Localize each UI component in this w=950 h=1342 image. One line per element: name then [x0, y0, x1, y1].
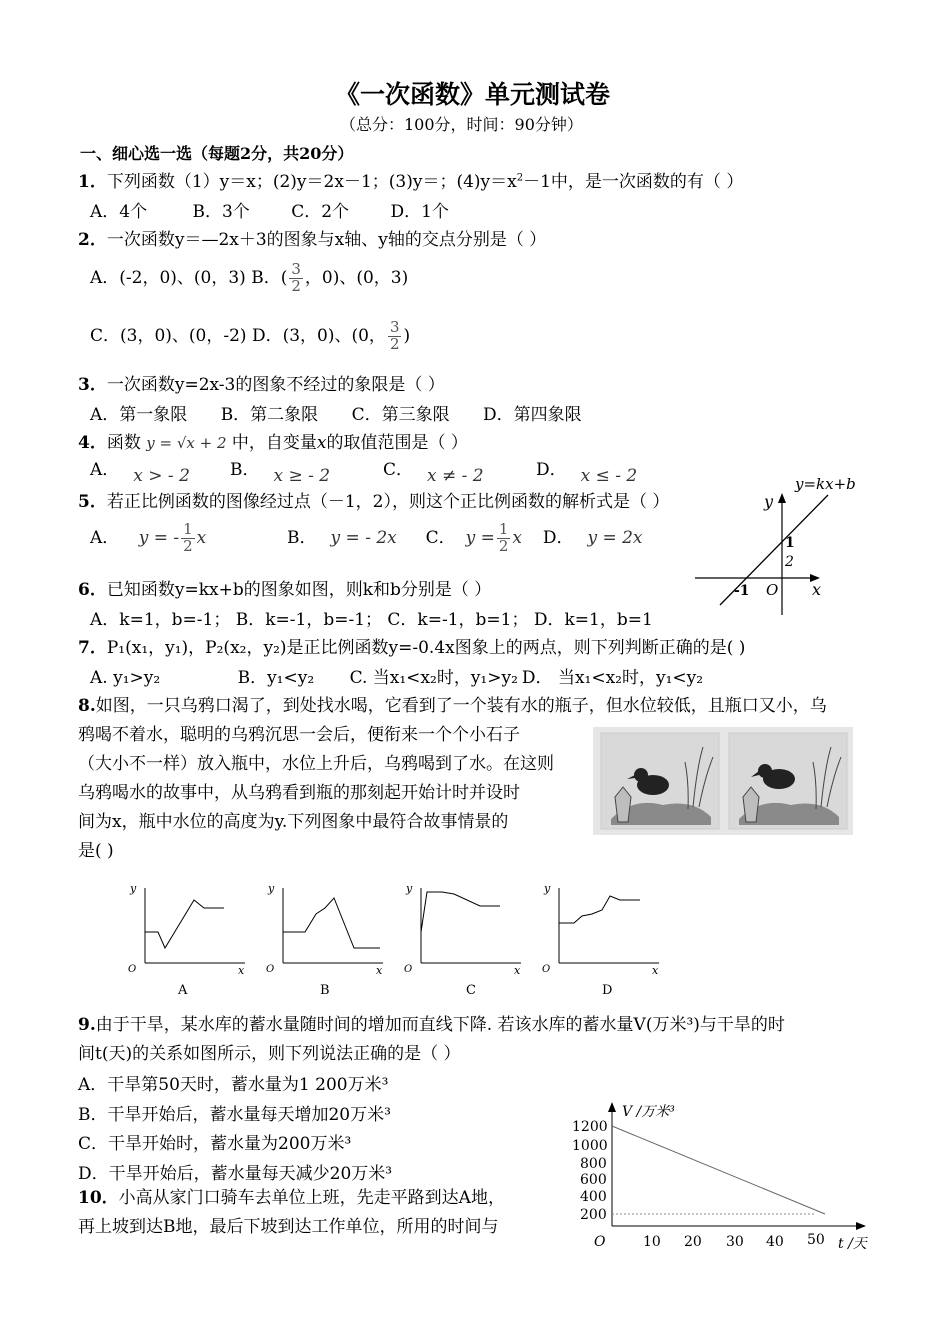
- svg-text:O: O: [594, 1234, 606, 1250]
- svg-text:1000: 1000: [572, 1138, 608, 1154]
- question-9-line2: 间t(天)的关系如图所示，则下列说法正确的是（ ）: [78, 1044, 461, 1064]
- question-4-option-c: C． x ≠ - 2: [383, 460, 484, 486]
- graph-b: [266, 882, 383, 998]
- graph-v-label: V /万米³: [622, 1104, 675, 1120]
- svg-text:O: O: [766, 581, 779, 599]
- svg-text:600: 600: [580, 1172, 607, 1188]
- question-4-option-a: A． x > - 2: [90, 460, 190, 486]
- reservoir-graph: [560, 1098, 890, 1258]
- question-4: 4．函数 y = √x + 2 中，自变量x的取值范围是（ ）: [78, 433, 468, 453]
- svg-text:40: 40: [766, 1234, 784, 1250]
- question-2: 2．一次函数y＝—2x＋3的图象与x轴、y轴的交点分别是（ ）: [78, 230, 547, 250]
- question-4-option-b: B． x ≥ - 2: [230, 460, 331, 486]
- question-10-line2: 再上坡到达B地，最后下坡到达工作单位，所用的时间与: [78, 1217, 499, 1237]
- question-5: 5．若正比例函数的图像经过点（－1，2），则这个正比例函数的解析式是（ ）: [78, 492, 670, 512]
- question-2-options-cd: C．(3，0)、(0，-2) D．(3，0)、(0， $\frac{3}{2}$ ): [90, 318, 411, 353]
- svg-text:B: B: [320, 983, 330, 998]
- question-6-options: A．k=1，b=-1； B．k=-1，b=-1； C．k=-1，b=1； D．k=1，b=1: [90, 610, 653, 630]
- graph-function-label: y=kx+b: [795, 475, 856, 493]
- graph-d: [542, 882, 659, 998]
- function-formula: y = √x + 2: [146, 434, 227, 452]
- question-9: 9.由于干旱，某水库的蓄水量随时间的增加而直线下降. 若该水库的蓄水量V(万米³)与干旱的时: [78, 1015, 785, 1035]
- svg-text:400: 400: [580, 1189, 607, 1205]
- page-title: 《一次函数》单元测试卷: [335, 80, 611, 109]
- svg-text:30: 30: [726, 1234, 744, 1250]
- svg-text:O: O: [128, 964, 137, 975]
- graph-c: [404, 882, 521, 998]
- question-2-options-ab: A．(-2，0)、(0，3) B．( $\frac{3}{2}$ ，0)、(0，3): [90, 260, 409, 295]
- svg-text:-1: -1: [734, 583, 750, 599]
- svg-text:x: x: [376, 964, 383, 977]
- question-6: 6．已知函数y=kx+b的图象如图，则k和b分别是（ ）: [78, 580, 492, 600]
- question-8: 8.如图，一只乌鸦口渴了，到处找水喝，它看到了一个装有水的瓶子，但水位较低，且瓶口又小，乌: [78, 696, 827, 716]
- svg-text:t /天: t /天: [838, 1236, 867, 1252]
- svg-text:x: x: [238, 964, 245, 977]
- question-8-text: 鸦喝不着水，聪明的乌鸦沉思一会后，便衔来一个个小石子 （大小不一样）放入瓶中，水位上升后，乌鸦喝到了水。在这则 乌鸦喝水的故事中，从乌鸦看到瓶的那刻起开始计时并设时 间为x，瓶中水位的高度为y.下列图象中最符合故事情景的 是( ): [78, 725, 554, 861]
- question-9-options: A．干旱第50天时，蓄水量为1 200万米³ B．干旱开始后，蓄水量每天增加20万米³ C．干旱开始时，蓄水量为200万米³ D．干旱开始后，蓄水量每天减少20万米³: [78, 1075, 393, 1184]
- graph-a: [128, 882, 245, 998]
- svg-text:O: O: [404, 964, 413, 975]
- svg-text:20: 20: [684, 1234, 702, 1250]
- svg-text:50: 50: [807, 1232, 825, 1248]
- question-1-options: A．4个 B．3个 C．2个 D．1个: [90, 202, 449, 222]
- svg-text:200: 200: [580, 1207, 607, 1223]
- page-subtitle: （总分：100分，时间：90分钟）: [340, 115, 583, 134]
- question-7: 7．P₁(x₁，y₁)，P₂(x₂，y₂)是正比例函数y=-0.4x图象上的两点，则下列判断正确的是( ): [78, 638, 746, 658]
- crow-picture-right: [729, 733, 847, 829]
- question-10: 10．小高从家门口骑车去单位上班，先走平路到达A地，: [78, 1188, 505, 1208]
- question-5-options: A． y = - $\frac{1}{2}$ x B． y = - 2x C． y = $\frac{1}{2}$ x D． y = 2x: [90, 520, 643, 555]
- svg-text:y: y: [130, 882, 137, 895]
- question-1: 1．下列函数（1）y＝x；(2)y＝2x－1；(3)y＝；$(4)y=x^2-1$中，是一次函数的有（ ）: [78, 172, 744, 192]
- svg-text:y: y: [406, 882, 413, 895]
- svg-text:O: O: [266, 964, 275, 975]
- svg-text:y: y: [268, 882, 275, 895]
- svg-text:C: C: [466, 983, 476, 998]
- svg-text:O: O: [542, 964, 551, 975]
- story-graphs: [120, 878, 680, 1003]
- question-3-options: A．第一象限 B．第二象限 C．第三象限 D．第四象限: [90, 405, 582, 425]
- svg-text:A: A: [178, 983, 188, 998]
- linear-function-graph: [690, 465, 870, 615]
- svg-text:1: 1: [785, 535, 795, 551]
- svg-text:2: 2: [785, 554, 794, 570]
- question-4-option-d: D． x ≤ - 2: [536, 460, 638, 486]
- graph-y-label: y: [764, 492, 774, 511]
- svg-text:800: 800: [580, 1156, 607, 1172]
- section-heading: 一、细心选一选（每题2分，共20分）: [80, 144, 354, 163]
- crow-illustration: [593, 727, 853, 835]
- svg-text:1200: 1200: [572, 1119, 608, 1135]
- question-7-options: A. y₁>y₂ B．y₁<y₂ C. 当x₁<x₂时，y₁>y₂ D． 当x₁<x₂时，y₁<y₂: [90, 668, 704, 688]
- svg-text:D: D: [602, 983, 613, 998]
- crow-picture-left: [601, 733, 719, 829]
- question-3: 3．一次函数y=2x-3的图象不经过的象限是（ ）: [78, 375, 445, 395]
- svg-text:10: 10: [643, 1234, 661, 1250]
- svg-text:x: x: [514, 964, 521, 977]
- svg-text:y: y: [544, 882, 551, 895]
- graph-x-label: x: [812, 580, 822, 599]
- svg-text:x: x: [652, 964, 659, 977]
